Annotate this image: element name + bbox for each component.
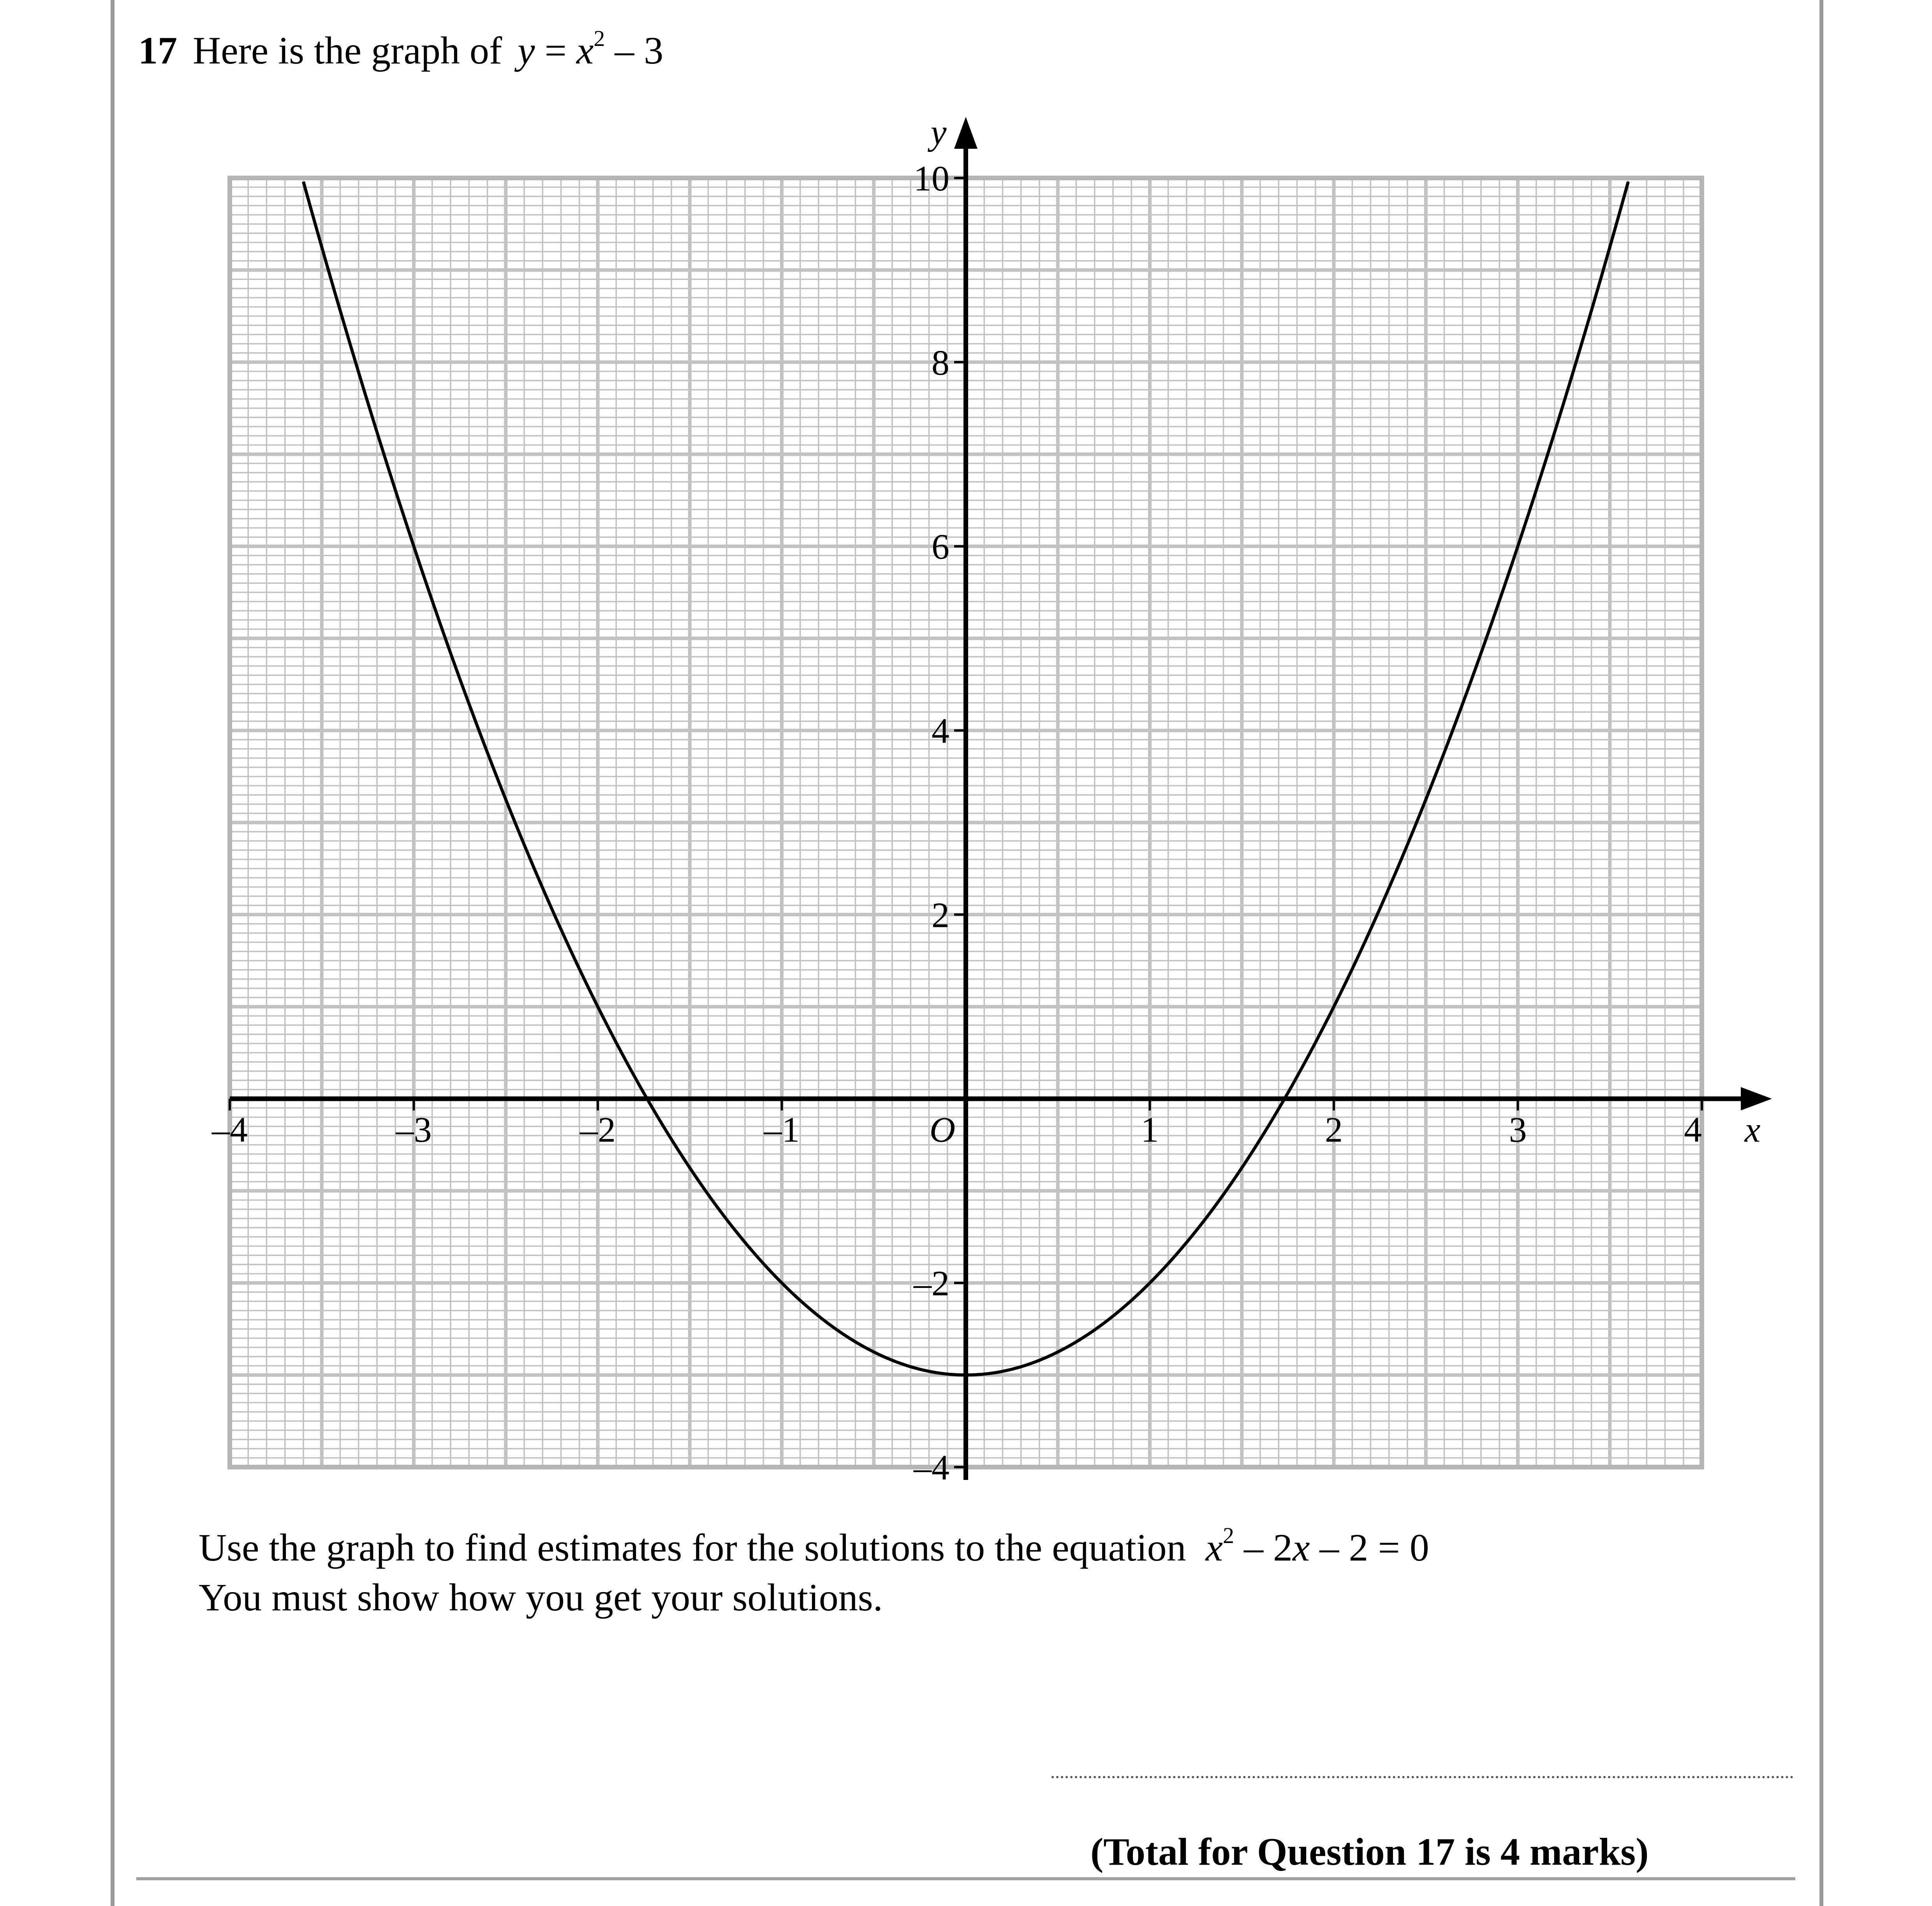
y-axis-arrow	[954, 117, 977, 149]
equation-equals: =	[535, 29, 576, 72]
question-intro: Here is the graph of	[193, 29, 502, 72]
y-tick-label: –4	[914, 1448, 949, 1487]
equation-rest: – 3	[605, 29, 664, 72]
prompt-eq-x: x	[1205, 1526, 1223, 1569]
prompt-eq-mid: – 2	[1234, 1526, 1293, 1569]
equation-x: x	[576, 29, 594, 72]
y-tick-label: 2	[932, 895, 949, 935]
total-marks: (Total for Question 17 is 4 marks)	[1090, 1830, 1649, 1873]
x-axis-label: x	[1744, 1110, 1761, 1150]
x-tick-label: 4	[1684, 1110, 1702, 1150]
prompt-line-1	[199, 1523, 1429, 1573]
x-tick-label: –3	[396, 1110, 432, 1150]
axes	[230, 117, 1772, 1480]
equation-y: y	[518, 29, 535, 72]
prompt-text: Use the graph to find estimates for the solutions to the equation	[199, 1526, 1186, 1569]
answer-line[interactable]	[1051, 1776, 1793, 1778]
x-tick-label: 2	[1325, 1110, 1343, 1150]
x-axis-arrow	[1741, 1087, 1772, 1110]
axis-labels	[211, 112, 1761, 1487]
y-tick-label: –2	[914, 1263, 949, 1304]
x-tick-label: –1	[764, 1110, 800, 1150]
origin-label: O	[929, 1110, 956, 1150]
x-tick-label: 3	[1509, 1110, 1527, 1150]
x-tick-label: –4	[212, 1110, 248, 1150]
y-tick-label: 4	[932, 711, 949, 751]
y-tick-label: 10	[914, 159, 949, 198]
prompt-eq-exponent: 2	[1223, 1523, 1234, 1548]
y-tick-label: 8	[932, 342, 949, 382]
bottom-rule	[136, 1877, 1795, 1880]
question-number: 17	[138, 29, 177, 72]
prompt-eq-rest: – 2 = 0	[1310, 1526, 1429, 1569]
y-tick-label: 6	[932, 527, 949, 567]
equation-exponent: 2	[594, 26, 605, 51]
x-tick-label: 1	[1141, 1110, 1159, 1150]
y-axis-label: y	[930, 112, 947, 152]
x-tick-label: –2	[580, 1110, 616, 1150]
prompt-eq-x2: x	[1293, 1526, 1310, 1569]
question-prompt	[199, 1523, 1429, 1622]
prompt-line-2: You must show how you get your solutions.	[199, 1576, 883, 1619]
